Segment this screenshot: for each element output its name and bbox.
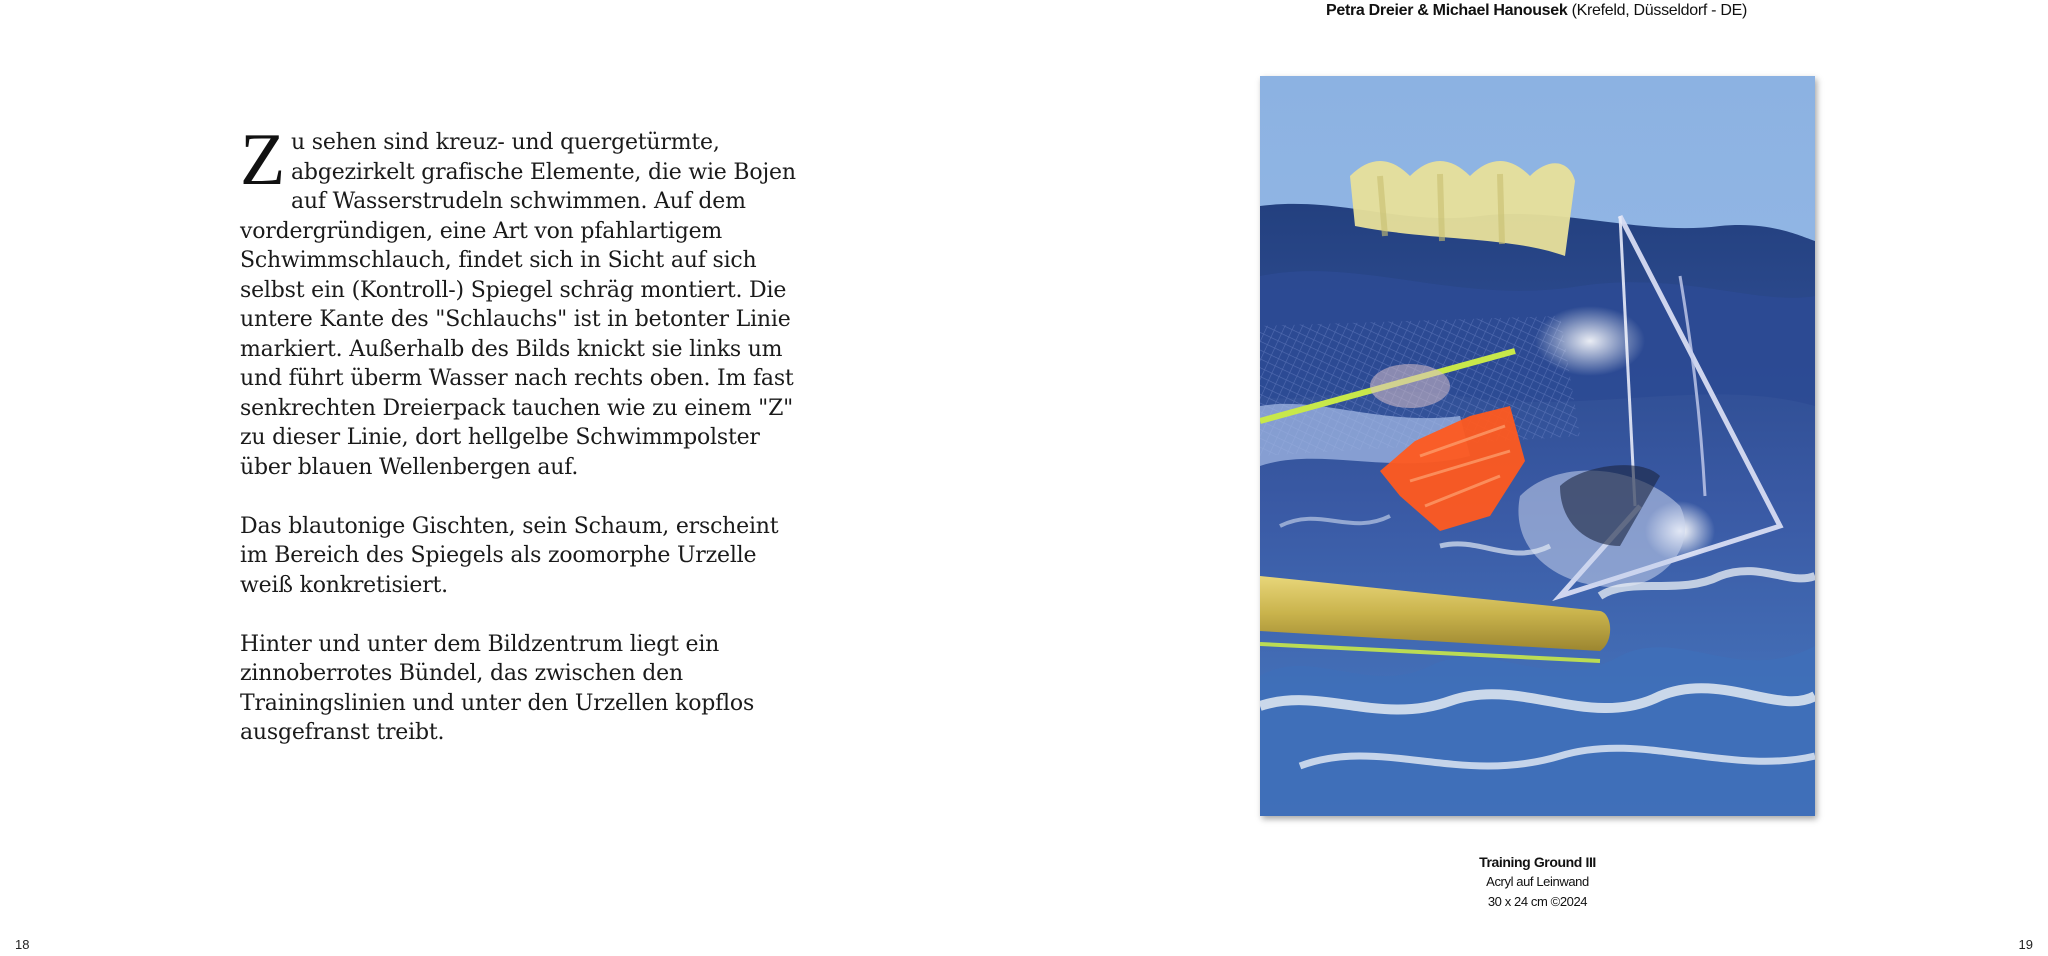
paragraph-1 bbox=[240, 119, 800, 482]
painting-illustration bbox=[1260, 76, 1815, 816]
artist-location: (Krefeld, Düsseldorf - DE) bbox=[1567, 2, 1747, 19]
right-page bbox=[1024, 0, 2048, 956]
page-number-left: 18 bbox=[15, 937, 30, 952]
page-number-right: 19 bbox=[2018, 937, 2033, 952]
artwork-medium: Acryl auf Leinwand bbox=[1486, 874, 1589, 889]
body-text bbox=[240, 119, 800, 777]
paragraph-2: Das blautonige Gischten, sein Schaum, erscheint im Bereich des Spiegels als zoomorphe Urzelle weiß konkretisiert. bbox=[240, 513, 779, 598]
artwork-dimensions: 30 x 24 cm ©2024 bbox=[1487, 894, 1588, 909]
artwork-caption bbox=[1260, 852, 1815, 912]
artist-header bbox=[1326, 2, 1786, 20]
artwork-title: Training Ground III bbox=[1479, 854, 1596, 870]
paragraph-1-text: u sehen sind kreuz- und quergetürmte, abgezirkelt grafische Elemente, die wie Bojen auf Wasserstrudeln schwimmen. Auf dem vordergründigen, eine Art von pfahlartigem Schwimmschlauch, findet sich in Sicht auf sich selbst ein (Kontroll-) Spiegel schräg montiert. Die untere Kante des "Schlauchs" ist in betonter Linie markiert. Außerhalb des Bilds knickt sie links um und führt überm Wasser nach rechts oben. Im fast senkrechten Dreierpack tauchen wie zu einem "Z" zu dieser Linie, dort hellgelbe Schwimmpolster über blauen Wellenbergen auf. bbox=[240, 130, 796, 480]
paragraph-3: Hinter und unter dem Bildzentrum liegt ein zinnoberrotes Bündel, das zwischen den Trainingslinien und unter den Urzellen kopflos ausgefranst treibt. bbox=[240, 631, 755, 745]
painting-image bbox=[1260, 76, 1815, 816]
artist-names: Petra Dreier & Michael Hanousek bbox=[1326, 2, 1568, 19]
drop-cap: Z bbox=[240, 119, 286, 201]
